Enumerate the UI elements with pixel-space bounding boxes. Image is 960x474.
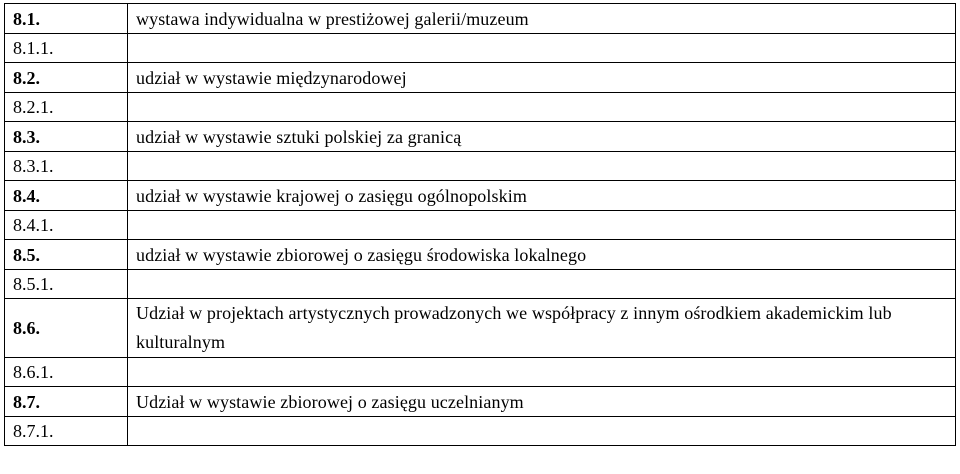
- row-entry-cell[interactable]: [128, 417, 956, 446]
- table-row: [5, 122, 956, 152]
- row-entry-cell[interactable]: [128, 358, 956, 387]
- row-number: 8.2.1.: [5, 93, 128, 122]
- row-entry-cell[interactable]: [128, 34, 956, 63]
- row-number: 8.7.1.: [5, 417, 128, 446]
- row-description: udział w wystawie sztuki polskiej za granicą: [128, 122, 956, 152]
- row-description: wystawa indywidualna w prestiżowej galerii/muzeum: [128, 4, 956, 34]
- row-number: 8.6.: [5, 299, 128, 358]
- row-entry-cell[interactable]: [128, 270, 956, 299]
- row-number: 8.1.: [5, 4, 128, 34]
- table-row: [5, 358, 956, 387]
- row-description: udział w wystawie zbiorowej o zasięgu środowiska lokalnego: [128, 240, 956, 270]
- row-description: udział w wystawie krajowej o zasięgu ogólnopolskim: [128, 181, 956, 211]
- row-entry-cell[interactable]: [128, 211, 956, 240]
- row-number: 8.6.1.: [5, 358, 128, 387]
- table-row: [5, 63, 956, 93]
- table-row: [5, 211, 956, 240]
- table-row: [5, 152, 956, 181]
- table-row: [5, 34, 956, 63]
- row-entry-cell[interactable]: [128, 152, 956, 181]
- table-row: [5, 387, 956, 417]
- row-number: 8.1.1.: [5, 34, 128, 63]
- row-number: 8.3.: [5, 122, 128, 152]
- row-number: 8.4.1.: [5, 211, 128, 240]
- row-entry-cell[interactable]: [128, 93, 956, 122]
- row-number: 8.7.: [5, 387, 128, 417]
- criteria-table: [4, 3, 956, 446]
- table-row: [5, 417, 956, 446]
- row-description: udział w wystawie międzynarodowej: [128, 63, 956, 93]
- table-row: [5, 299, 956, 358]
- table-row: [5, 4, 956, 34]
- table-row: [5, 93, 956, 122]
- row-number: 8.5.1.: [5, 270, 128, 299]
- row-number: 8.3.1.: [5, 152, 128, 181]
- table-row: [5, 270, 956, 299]
- row-number: 8.5.: [5, 240, 128, 270]
- row-number: 8.2.: [5, 63, 128, 93]
- row-description: Udział w projektach artystycznych prowadzonych we współpracy z innym ośrodkiem akademickim lub kulturalnym: [128, 299, 956, 358]
- table-row: [5, 181, 956, 211]
- row-number: 8.4.: [5, 181, 128, 211]
- table-row: [5, 240, 956, 270]
- row-description: Udział w wystawie zbiorowej o zasięgu uczelnianym: [128, 387, 956, 417]
